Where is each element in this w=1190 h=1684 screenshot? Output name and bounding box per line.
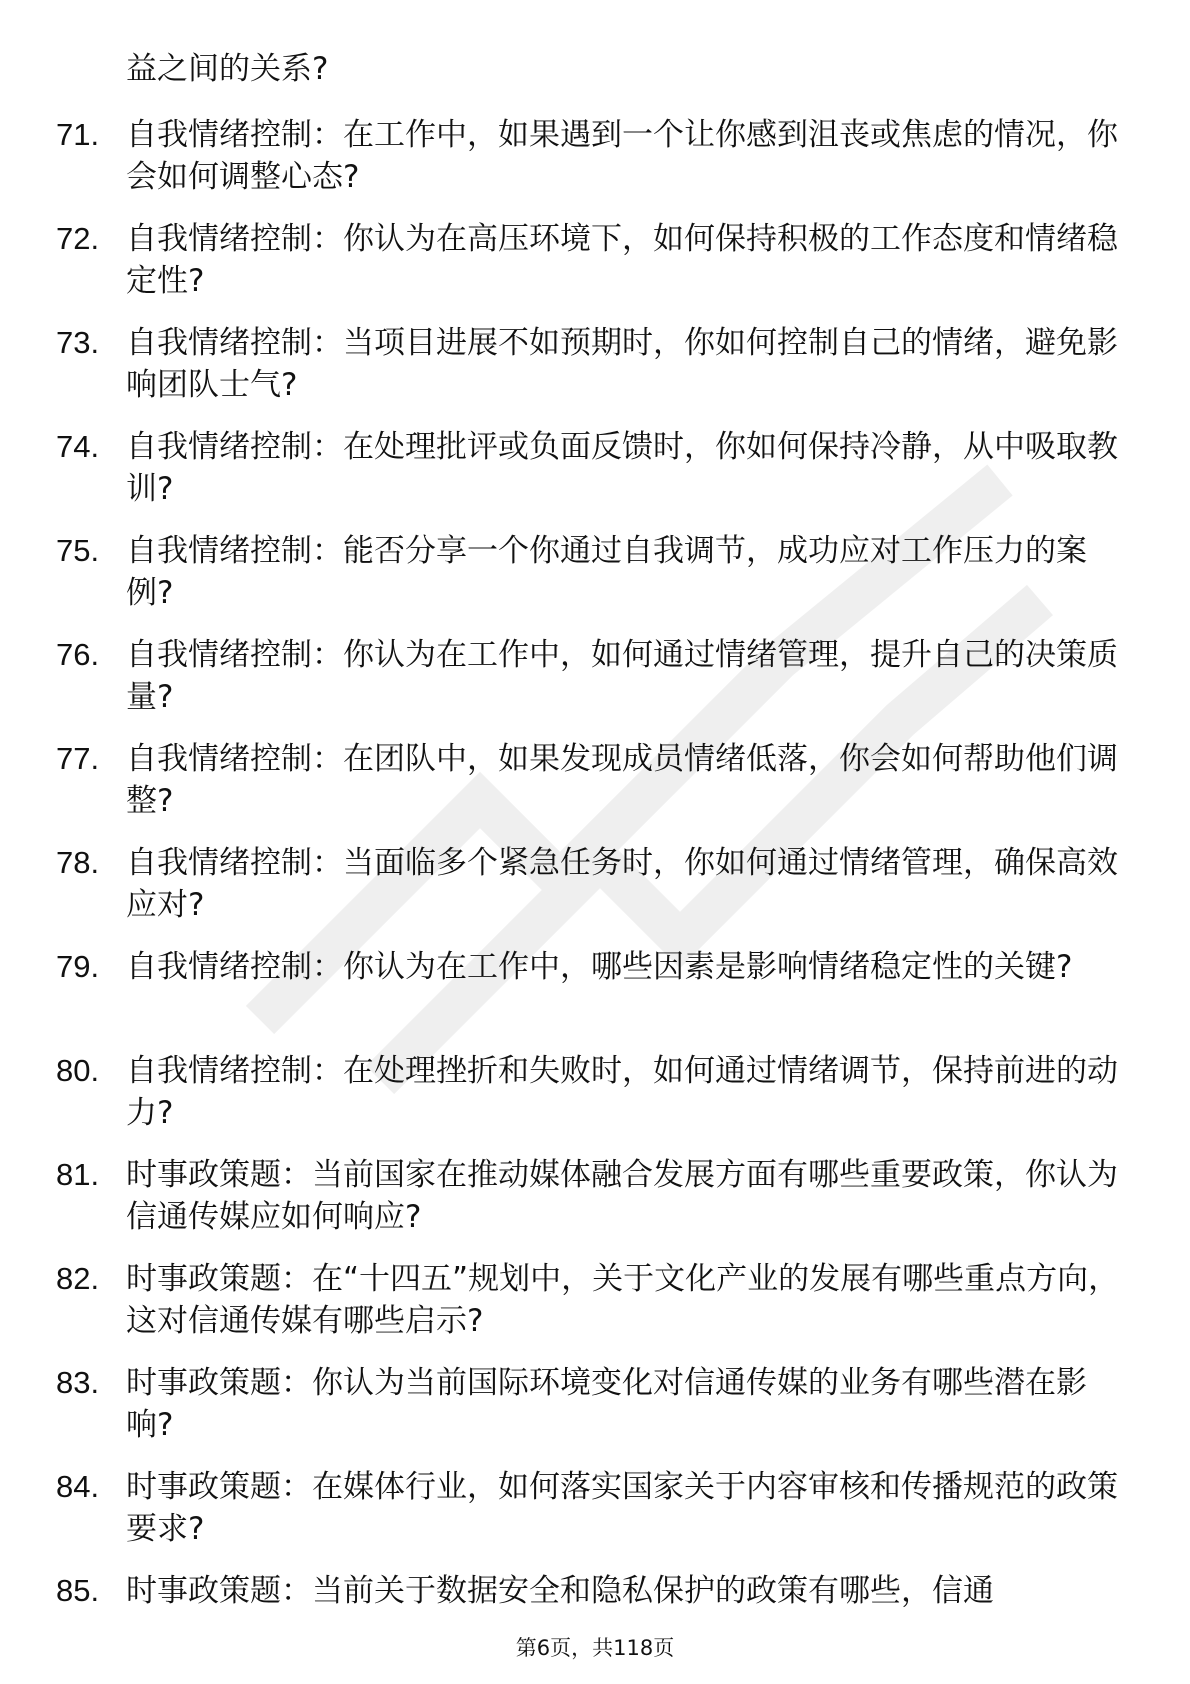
question-text: 自我情绪控制：当面临多个紧急任务时，你如何通过情绪管理，确保高效应对? xyxy=(126,845,1118,923)
question-number: 72. xyxy=(56,221,100,256)
question-number: 75. xyxy=(56,533,100,568)
question-text: 自我情绪控制：在团队中，如果发现成员情绪低落，你会如何帮助他们调整? xyxy=(126,741,1118,819)
question-item xyxy=(0,1154,1190,1258)
question-text: 时事政策题：在“十四五”规划中，关于文化产业的发展有哪些重点方向，这对信通传媒有哪些启示? xyxy=(126,1261,1120,1339)
question-number: 78. xyxy=(56,845,100,880)
question-list xyxy=(0,114,1190,1674)
question-text: 时事政策题：在媒体行业，如何落实国家关于内容审核和传播规范的政策要求? xyxy=(126,1469,1118,1547)
question-text: 时事政策题：你认为当前国际环境变化对信通传媒的业务有哪些潜在影响? xyxy=(126,1365,1087,1443)
question-text: 时事政策题：当前国家在推动媒体融合发展方面有哪些重要政策，你认为信通传媒应如何响应? xyxy=(126,1157,1118,1235)
question-item xyxy=(0,322,1190,426)
question-number: 82. xyxy=(56,1261,100,1296)
question-item xyxy=(0,1050,1190,1154)
question-text: 自我情绪控制：你认为在高压环境下，如何保持积极的工作态度和情绪稳定性? xyxy=(126,221,1118,299)
question-number: 83. xyxy=(56,1365,100,1400)
question-text: 自我情绪控制：当项目进展不如预期时，你如何控制自己的情绪，避免影响团队士气? xyxy=(126,325,1118,403)
question-item xyxy=(0,1466,1190,1570)
question-number: 81. xyxy=(56,1157,100,1192)
question-text: 自我情绪控制：在工作中，如果遇到一个让你感到沮丧或焦虑的情况，你会如何调整心态? xyxy=(126,117,1118,195)
question-item xyxy=(0,1258,1190,1362)
question-number: 73. xyxy=(56,325,100,360)
question-item xyxy=(0,426,1190,530)
question-item xyxy=(0,738,1190,842)
question-number: 79. xyxy=(56,949,100,984)
question-text: 自我情绪控制：你认为在工作中，哪些因素是影响情绪稳定性的关键? xyxy=(126,949,1073,985)
question-item xyxy=(0,946,1190,1050)
question-item xyxy=(0,634,1190,738)
question-number: 77. xyxy=(56,741,100,776)
question-number: 84. xyxy=(56,1469,100,1504)
question-text: 自我情绪控制：在处理批评或负面反馈时，你如何保持冷静，从中吸取教训? xyxy=(126,429,1118,507)
question-item xyxy=(0,842,1190,946)
question-number: 76. xyxy=(56,637,100,672)
question-text: 时事政策题：当前关于数据安全和隐私保护的政策有哪些，信通 xyxy=(126,1573,994,1609)
question-text: 自我情绪控制：能否分享一个你通过自我调节，成功应对工作压力的案例? xyxy=(126,533,1087,611)
question-item xyxy=(0,1362,1190,1466)
question-item xyxy=(0,114,1190,218)
question-number: 80. xyxy=(56,1053,100,1088)
page-number-footer: 第6页，共118页 xyxy=(515,1636,675,1660)
question-item xyxy=(0,218,1190,322)
question-number: 74. xyxy=(56,429,100,464)
question-number: 71. xyxy=(56,117,100,152)
question-text: 自我情绪控制：你认为在工作中，如何通过情绪管理，提升自己的决策质量? xyxy=(126,637,1118,715)
question-number: 85. xyxy=(56,1573,100,1608)
continued-question-text: 益之间的关系? xyxy=(126,51,329,87)
question-item xyxy=(0,530,1190,634)
question-text: 自我情绪控制：在处理挫折和失败时，如何通过情绪调节，保持前进的动力? xyxy=(126,1053,1118,1131)
